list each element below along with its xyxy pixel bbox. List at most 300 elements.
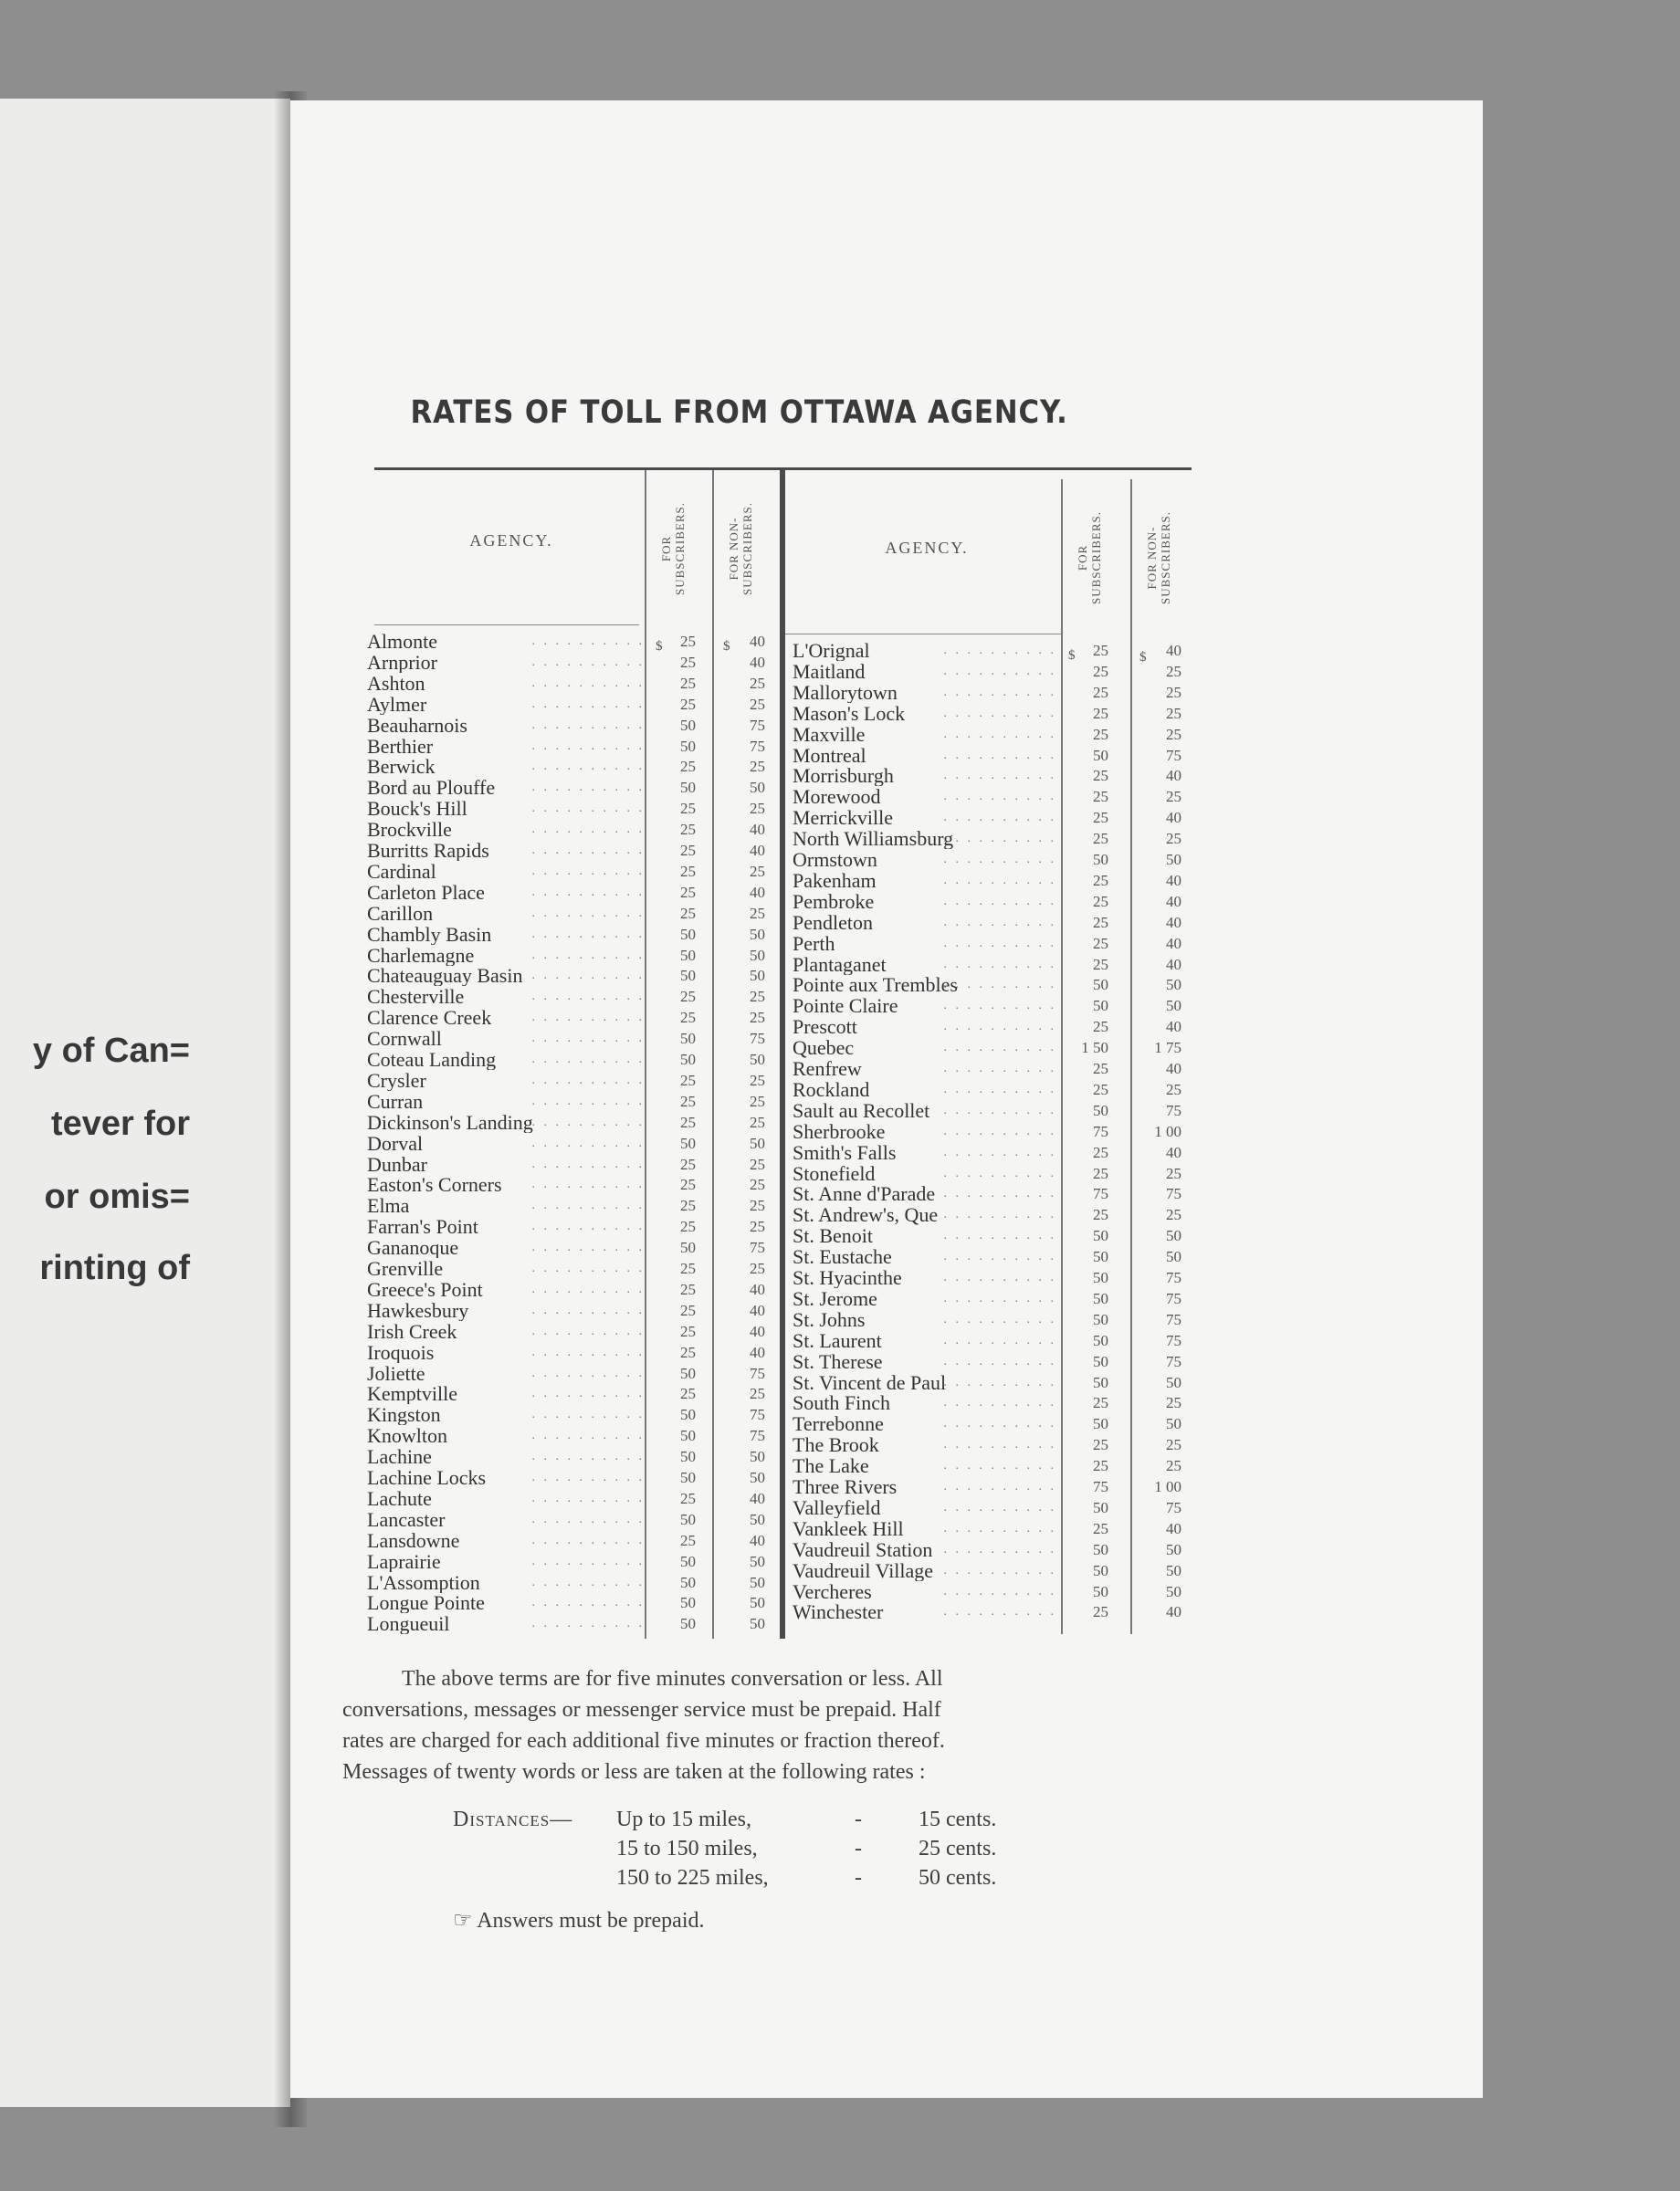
leader-dots: . . . . . . . . . . <box>531 1094 645 1108</box>
agency-name: Pointe Claire <box>793 996 898 1017</box>
subscriber-rate: 50 <box>1093 1540 1108 1558</box>
subscriber-rate: 25 <box>1093 788 1108 806</box>
leader-dots: . . . . . . . . . . <box>531 1345 645 1359</box>
table-row <box>367 1280 765 1300</box>
dollar-sign: $ <box>723 639 730 654</box>
non-subscriber-rate: 75 <box>1166 746 1181 764</box>
subscriber-rate: 50 <box>1093 997 1108 1015</box>
agency-name: Vercheres <box>793 1581 872 1602</box>
table-row <box>793 1122 1181 1142</box>
subscriber-rate: 50 <box>680 1510 696 1528</box>
leader-dots: . . . . . . . . . . <box>531 1554 645 1568</box>
leader-dots: . . . . . . . . . . <box>943 1208 1056 1222</box>
agency-name: Vankleek Hill <box>793 1518 904 1539</box>
table-row <box>793 1373 1181 1393</box>
leader-dots: . . . . . . . . . . <box>943 832 1056 846</box>
leader-dots: . . . . . . . . . . <box>943 1082 1056 1096</box>
subscriber-rate: 50 <box>680 1552 696 1570</box>
distance-range: Up to 15 miles, <box>616 1808 751 1831</box>
agency-name: Ormstown <box>793 850 877 870</box>
non-subscriber-rate: 40 <box>1166 1519 1181 1537</box>
leader-dots: . . . . . . . . . . <box>943 1020 1056 1034</box>
table-row <box>367 632 765 652</box>
table-row <box>793 1268 1181 1288</box>
agency-name: South Finch <box>793 1393 890 1414</box>
subscriber-rate: 1 50 <box>1081 1039 1108 1057</box>
table-row <box>367 987 765 1007</box>
leader-dots: . . . . . . . . . . <box>531 1491 645 1505</box>
agency-name: Vaudreuil Station <box>793 1539 933 1560</box>
leader-dots: . . . . . . . . . . <box>943 706 1056 720</box>
non-subscriber-rate: 50 <box>750 779 765 797</box>
non-subscriber-rate: 25 <box>750 1071 765 1089</box>
agency-name: Lachine <box>367 1447 432 1468</box>
non-subscriber-rate: 75 <box>1166 1269 1181 1286</box>
non-subscriber-rate: 25 <box>750 1385 765 1403</box>
subscriber-rate: 25 <box>1093 892 1108 910</box>
subscriber-rate: 25 <box>1093 1457 1108 1475</box>
table-row <box>367 904 765 924</box>
subscriber-rate: 25 <box>1093 662 1108 680</box>
subscriber-rate: 25 <box>1093 934 1108 952</box>
leader-dots: . . . . . . . . . . <box>531 927 645 941</box>
non-subscriber-rate: 50 <box>750 1573 765 1591</box>
table-row <box>793 641 1181 661</box>
non-subscriber-rate: 25 <box>1166 683 1181 701</box>
subscriber-rate: 50 <box>680 1051 696 1068</box>
leader-dots: . . . . . . . . . . <box>531 990 645 1004</box>
subscriber-rate: 25 <box>1093 871 1108 889</box>
leader-dots: . . . . . . . . . . <box>943 1062 1056 1075</box>
non-subscriber-rate: 75 <box>1166 1498 1181 1516</box>
agency-name: Pakenham <box>793 870 877 891</box>
non-subscriber-rate: 25 <box>750 988 765 1006</box>
agency-name: St. Laurent <box>793 1330 882 1351</box>
table-row <box>367 925 765 945</box>
non-subscriber-rate: 50 <box>1166 976 1181 994</box>
answers-note <box>453 1904 704 1936</box>
leader-dots: . . . . . . . . . . <box>943 1145 1056 1159</box>
subscriber-rate: 75 <box>1093 1478 1108 1495</box>
subscriber-rate: 25 <box>680 653 696 671</box>
subscriber-rate: 25 <box>680 1092 696 1110</box>
subscriber-rate: 50 <box>680 779 696 797</box>
subscriber-rate: 25 <box>680 1531 696 1549</box>
leader-dots: . . . . . . . . . . <box>943 1605 1056 1620</box>
terms-line: conversations, messages or messenger service must be prepaid. Half <box>342 1698 941 1722</box>
table-row <box>793 1226 1181 1246</box>
non-subscriber-rate: 75 <box>1166 1310 1181 1328</box>
table-row <box>367 737 765 757</box>
non-subscriber-rate: 75 <box>750 716 765 734</box>
non-subscriber-rate: 1 00 <box>1154 1122 1181 1140</box>
subscriber-rate: 25 <box>680 1301 696 1319</box>
leader-dots: . . . . . . . . . . <box>531 864 645 878</box>
table-row <box>367 1405 765 1425</box>
subscriber-rate: 25 <box>1093 1080 1108 1098</box>
leader-dots: . . . . . . . . . . <box>943 748 1056 762</box>
non-subscriber-rate: 75 <box>1166 1352 1181 1370</box>
table-row <box>367 1343 765 1363</box>
non-subscriber-rate: 40 <box>750 821 765 839</box>
non-subscriber-rate: 40 <box>1166 913 1181 931</box>
agency-name: Cornwall <box>367 1029 442 1050</box>
agency-header-right: AGENCY. <box>885 539 969 557</box>
agency-name: St. Jerome <box>793 1288 877 1309</box>
subscriber-rate: 25 <box>680 1113 696 1131</box>
agency-name: Almonte <box>367 632 437 652</box>
subscriber-rate: 50 <box>680 1573 696 1591</box>
leader-dots: . . . . . . . . . . <box>531 844 645 857</box>
agency-name: Lansdowne <box>367 1530 460 1551</box>
distance-price: 25 cents. <box>919 1837 997 1861</box>
non-subscriber-rate: 50 <box>750 1051 765 1068</box>
non-subscriber-rate: 75 <box>750 1030 765 1048</box>
subscriber-rate: 25 <box>680 1009 696 1027</box>
agency-name: Vaudreuil Village <box>793 1560 934 1581</box>
leader-dots: . . . . . . . . . . <box>943 769 1056 783</box>
subscriber-rate: 50 <box>680 1406 696 1424</box>
subscriber-rate: 25 <box>680 883 696 901</box>
table-row <box>793 1602 1181 1622</box>
table-row <box>367 1384 765 1404</box>
non-subscriber-rate: 40 <box>1166 934 1181 952</box>
subscriber-rate: 50 <box>680 1615 696 1633</box>
subscribers-header-right: FOR SUBSCRIBERS. <box>1076 511 1103 604</box>
table-row <box>367 1614 765 1634</box>
leader-dots: . . . . . . . . . . <box>943 1166 1056 1180</box>
agency-name: Longue Pointe <box>367 1593 485 1614</box>
non-subscriber-rate: 40 <box>750 1489 765 1507</box>
table-row <box>793 1352 1181 1372</box>
table-row <box>793 996 1181 1016</box>
leader-dots: . . . . . . . . . . <box>943 1124 1056 1138</box>
leader-dots: . . . . . . . . . . <box>943 999 1056 1013</box>
subscriber-rate: 25 <box>680 1260 696 1277</box>
agency-name: Hawkesbury <box>367 1300 469 1321</box>
non-subscriber-rate: 75 <box>1166 1185 1181 1203</box>
table-row <box>367 1008 765 1028</box>
leader-dots: . . . . . . . . . . <box>943 1312 1056 1326</box>
leader-dots: . . . . . . . . . . <box>943 1438 1056 1452</box>
subscriber-rate: 25 <box>1093 704 1108 722</box>
table-row <box>793 871 1181 891</box>
non-subscriber-rate: 50 <box>750 1469 765 1486</box>
agency-name: Chesterville <box>367 987 465 1008</box>
table-row <box>367 1217 765 1237</box>
non-subscriber-rate: 25 <box>1166 1394 1181 1412</box>
leader-dots: . . . . . . . . . . <box>943 1375 1056 1389</box>
table-row <box>367 1489 765 1509</box>
agency-name: The Lake <box>793 1456 869 1477</box>
subscriber-rate: 25 <box>1093 1060 1108 1077</box>
non-subscriber-rate: 75 <box>750 1427 765 1445</box>
leader-dots: . . . . . . . . . . <box>531 634 645 648</box>
leader-dots: . . . . . . . . . . <box>943 1396 1056 1410</box>
leader-dots: . . . . . . . . . . <box>531 1136 645 1150</box>
leader-dots: . . . . . . . . . . <box>943 894 1056 908</box>
leader-dots: . . . . . . . . . . <box>531 1220 645 1234</box>
non-subscriber-rate: 40 <box>1166 809 1181 827</box>
left-page <box>0 99 290 2107</box>
leader-dots: . . . . . . . . . . <box>943 1563 1056 1578</box>
agency-name: Gananoque <box>367 1238 459 1259</box>
agency-name: Crysler <box>367 1070 426 1091</box>
non-subscriber-rate: 50 <box>750 1552 765 1570</box>
table-row <box>793 1143 1181 1163</box>
leader-dots: . . . . . . . . . . <box>531 1157 645 1171</box>
subscriber-rate: 25 <box>1093 809 1108 827</box>
subscriber-rate: 25 <box>680 674 696 692</box>
non-subscriber-rate: 25 <box>750 904 765 922</box>
leader-dots: . . . . . . . . . . <box>531 1575 645 1589</box>
agency-name: Plantaganet <box>793 954 887 975</box>
leader-dots: . . . . . . . . . . <box>943 1333 1056 1347</box>
table-row <box>793 1477 1181 1497</box>
subscriber-rate: 25 <box>1093 1603 1108 1621</box>
distance-price: 50 cents. <box>919 1866 997 1890</box>
agency-name: St. Therese <box>793 1351 883 1372</box>
non-subscriber-rate: 50 <box>750 1510 765 1528</box>
leader-dots: . . . . . . . . . . <box>943 1271 1056 1284</box>
subscriber-rate: 25 <box>1093 913 1108 931</box>
agency-name: Mallorytown <box>793 682 898 703</box>
table-row <box>793 1414 1181 1434</box>
subscriber-rate: 25 <box>1093 767 1108 785</box>
table-row <box>793 1080 1181 1100</box>
agency-name: Dorval <box>367 1133 424 1154</box>
agency-name: Sherbrooke <box>793 1121 886 1142</box>
leader-dots: . . . . . . . . . . <box>943 1291 1056 1305</box>
non-subscriber-rate: 40 <box>750 1301 765 1319</box>
non-subscriber-rate: 50 <box>750 1448 765 1466</box>
table-row <box>793 1456 1181 1476</box>
non-subscriber-rate: 25 <box>1166 1164 1181 1182</box>
non-subscriber-rate: 40 <box>1166 1018 1181 1036</box>
table-row <box>367 1593 765 1613</box>
table-row <box>367 1447 765 1467</box>
terms-line: The above terms are for five minutes conversation or less. All <box>402 1667 943 1691</box>
agency-name: Bouck's Hill <box>367 799 467 820</box>
agency-name: Pembroke <box>793 891 875 912</box>
non-subscriber-rate: 50 <box>1166 997 1181 1015</box>
dollar-sign: $ <box>656 639 663 654</box>
leader-dots: . . . . . . . . . . <box>943 1417 1056 1431</box>
non-subscriber-rate: 25 <box>750 1218 765 1236</box>
table-row <box>367 883 765 903</box>
table-row <box>367 1510 765 1530</box>
non-subscriber-rate: 25 <box>750 1009 765 1027</box>
table-row <box>793 1435 1181 1455</box>
subscriber-rate: 50 <box>1093 976 1108 994</box>
non-subscriber-rate: 40 <box>750 883 765 901</box>
table-row <box>367 778 765 798</box>
agency-name: Lancaster <box>367 1509 446 1530</box>
table-row <box>793 766 1181 786</box>
leader-dots: . . . . . . . . . . <box>531 1073 645 1087</box>
leader-dots: . . . . . . . . . . <box>531 739 645 753</box>
agency-name: St. Andrew's, Que <box>793 1205 939 1226</box>
subscriber-rate: 25 <box>680 633 696 650</box>
subscriber-rate: 25 <box>1093 1143 1108 1161</box>
table-row <box>793 746 1181 766</box>
table-row <box>367 966 765 986</box>
leader-dots: . . . . . . . . . . <box>943 936 1056 950</box>
agency-name: St. Eustache <box>793 1247 892 1268</box>
leader-dots: . . . . . . . . . . <box>531 676 645 690</box>
leader-dots: . . . . . . . . . . <box>531 1366 645 1380</box>
agency-name: Terrebonne <box>793 1414 884 1435</box>
distance-range: 150 to 225 miles, <box>616 1866 769 1890</box>
subscriber-rate: 25 <box>1093 642 1108 659</box>
leader-dots: . . . . . . . . . . <box>531 802 645 816</box>
dollar-sign: $ <box>1139 650 1147 665</box>
subscriber-rate: 50 <box>680 967 696 985</box>
agency-name: Stonefield <box>793 1163 876 1184</box>
agency-name: Sault au Recollet <box>793 1100 930 1121</box>
table-row <box>367 1155 765 1175</box>
leader-dots: . . . . . . . . . . <box>943 1542 1056 1557</box>
non-subscriber-rate: 75 <box>1166 1331 1181 1349</box>
agency-name: Prescott <box>793 1017 857 1038</box>
non-subscriber-rate: 1 75 <box>1154 1039 1181 1057</box>
non-subscriber-rate: 40 <box>750 1280 765 1298</box>
agency-name: Charlemagne <box>367 945 475 966</box>
agency-name: Burritts Rapids <box>367 841 489 861</box>
leader-dots: . . . . . . . . . . <box>531 1596 645 1610</box>
leader-dots: . . . . . . . . . . <box>531 697 645 711</box>
non-subscriber-rate: 25 <box>750 862 765 880</box>
table-row <box>793 1393 1181 1413</box>
subscriber-rate: 25 <box>680 1322 696 1340</box>
subscriber-rate: 50 <box>680 1469 696 1486</box>
left-fragment-line: tever for <box>50 1105 190 1143</box>
non-subscriber-rate: 75 <box>1166 1289 1181 1307</box>
non-subscriber-rate: 40 <box>750 1531 765 1549</box>
table-row <box>793 975 1181 995</box>
agency-name: Cardinal <box>367 861 436 882</box>
table-row <box>367 695 765 715</box>
distance-range: 15 to 150 miles, <box>616 1837 758 1861</box>
non-subscriber-rate: 25 <box>750 1113 765 1131</box>
subscriber-rate: 50 <box>1093 1248 1108 1266</box>
non-subscriber-rate: 25 <box>1166 1206 1181 1224</box>
subscriber-rate: 50 <box>1093 1415 1108 1433</box>
subscriber-rate: 50 <box>1093 1289 1108 1307</box>
leader-dots: . . . . . . . . . . <box>943 727 1056 741</box>
table-row <box>793 725 1181 745</box>
agency-name: Aylmer <box>367 694 427 715</box>
agency-name: Winchester <box>793 1602 884 1623</box>
subscriber-rate: 25 <box>680 1176 696 1194</box>
subscriber-rate: 50 <box>1093 1310 1108 1328</box>
leader-dots: . . . . . . . . . . <box>531 1178 645 1192</box>
subscriber-rate: 25 <box>680 988 696 1006</box>
agency-name: Chateauguay Basin <box>367 966 523 987</box>
agency-name: Carleton Place <box>367 882 485 903</box>
agency-name: Curran <box>367 1091 424 1112</box>
leader-dots: . . . . . . . . . . <box>531 906 645 920</box>
non-subscriber-rate: 40 <box>1166 892 1181 910</box>
subscribers-header-left: FOR SUBSCRIBERS. <box>659 502 687 595</box>
non-subscribers-header-right: FOR NON- SUBSCRIBERS. <box>1145 511 1172 604</box>
table-row <box>793 1540 1181 1560</box>
non-subscriber-rate: 25 <box>750 758 765 776</box>
agency-name: Rockland <box>793 1079 870 1100</box>
subscriber-rate: 50 <box>1093 1582 1108 1600</box>
leader-dots: . . . . . . . . . . <box>943 790 1056 804</box>
agency-name: L'Orignal <box>793 641 870 661</box>
table-row <box>793 1059 1181 1079</box>
leader-dots: . . . . . . . . . . <box>531 1450 645 1464</box>
subscriber-rate: 25 <box>1093 1394 1108 1412</box>
agency-name: Coteau Landing <box>367 1050 497 1070</box>
agency-name: The Brook <box>793 1435 879 1456</box>
non-subscriber-rate: 50 <box>1166 1561 1181 1579</box>
agency-name: Berthier <box>367 736 434 757</box>
subscriber-rate: 50 <box>680 1448 696 1466</box>
non-subscriber-rate: 25 <box>1166 662 1181 680</box>
non-subscriber-rate: 50 <box>750 1594 765 1612</box>
table-row <box>793 1582 1181 1602</box>
terms-line: rates are charged for each additional five minutes or fraction thereof. <box>342 1729 945 1753</box>
page-title: RATES OF TOLL FROM OTTAWA AGENCY. <box>410 394 1068 431</box>
leader-dots: . . . . . . . . . . <box>943 644 1056 657</box>
non-subscriber-rate: 50 <box>1166 851 1181 868</box>
leader-dots: . . . . . . . . . . <box>531 1617 645 1631</box>
agency-name: Chambly Basin <box>367 924 492 945</box>
subscriber-rate: 25 <box>680 1489 696 1507</box>
agency-name: Perth <box>793 933 835 954</box>
subscriber-rate: 25 <box>1093 1206 1108 1224</box>
table-row <box>367 1552 765 1572</box>
leader-dots: . . . . . . . . . . <box>943 1584 1056 1599</box>
subscriber-rate: 50 <box>1093 746 1108 764</box>
agency-name: Montreal <box>793 745 866 766</box>
leader-dots: . . . . . . . . . . <box>943 1500 1056 1515</box>
subscriber-rate: 50 <box>680 737 696 755</box>
agency-name: Knowlton <box>367 1426 447 1447</box>
table-row <box>793 892 1181 912</box>
leader-dots: . . . . . . . . . . <box>531 1032 645 1046</box>
center-divider-rule <box>780 470 785 1639</box>
table-row <box>367 1301 765 1321</box>
subscriber-rate: 75 <box>1093 1122 1108 1140</box>
table-row <box>367 1468 765 1488</box>
agency-name: Arnprior <box>367 652 437 673</box>
leader-dots: . . . . . . . . . . <box>531 1387 645 1401</box>
leader-dots: . . . . . . . . . . <box>531 1282 645 1296</box>
non-subscriber-rate: 50 <box>750 967 765 985</box>
agency-name: Grenville <box>367 1259 444 1279</box>
leader-dots: . . . . . . . . . . <box>531 969 645 983</box>
distance-dash: - <box>855 1866 862 1890</box>
leader-dots: . . . . . . . . . . <box>531 718 645 732</box>
subscriber-rate: 50 <box>1093 1561 1108 1579</box>
agency-name: Kingston <box>367 1405 441 1426</box>
leader-dots: . . . . . . . . . . <box>943 1521 1056 1536</box>
table-row <box>367 1113 765 1133</box>
non-subscriber-rate: 50 <box>1166 1540 1181 1558</box>
agency-name: Pendleton <box>793 912 873 933</box>
leader-dots: . . . . . . . . . . <box>943 685 1056 699</box>
subscriber-rate: 25 <box>1093 1519 1108 1537</box>
subscriber-rate: 25 <box>680 821 696 839</box>
leader-dots: . . . . . . . . . . <box>531 948 645 962</box>
non-subscriber-rate: 25 <box>1166 1436 1181 1454</box>
non-subscriber-rate: 50 <box>750 925 765 943</box>
subscriber-rate: 50 <box>1093 1269 1108 1286</box>
